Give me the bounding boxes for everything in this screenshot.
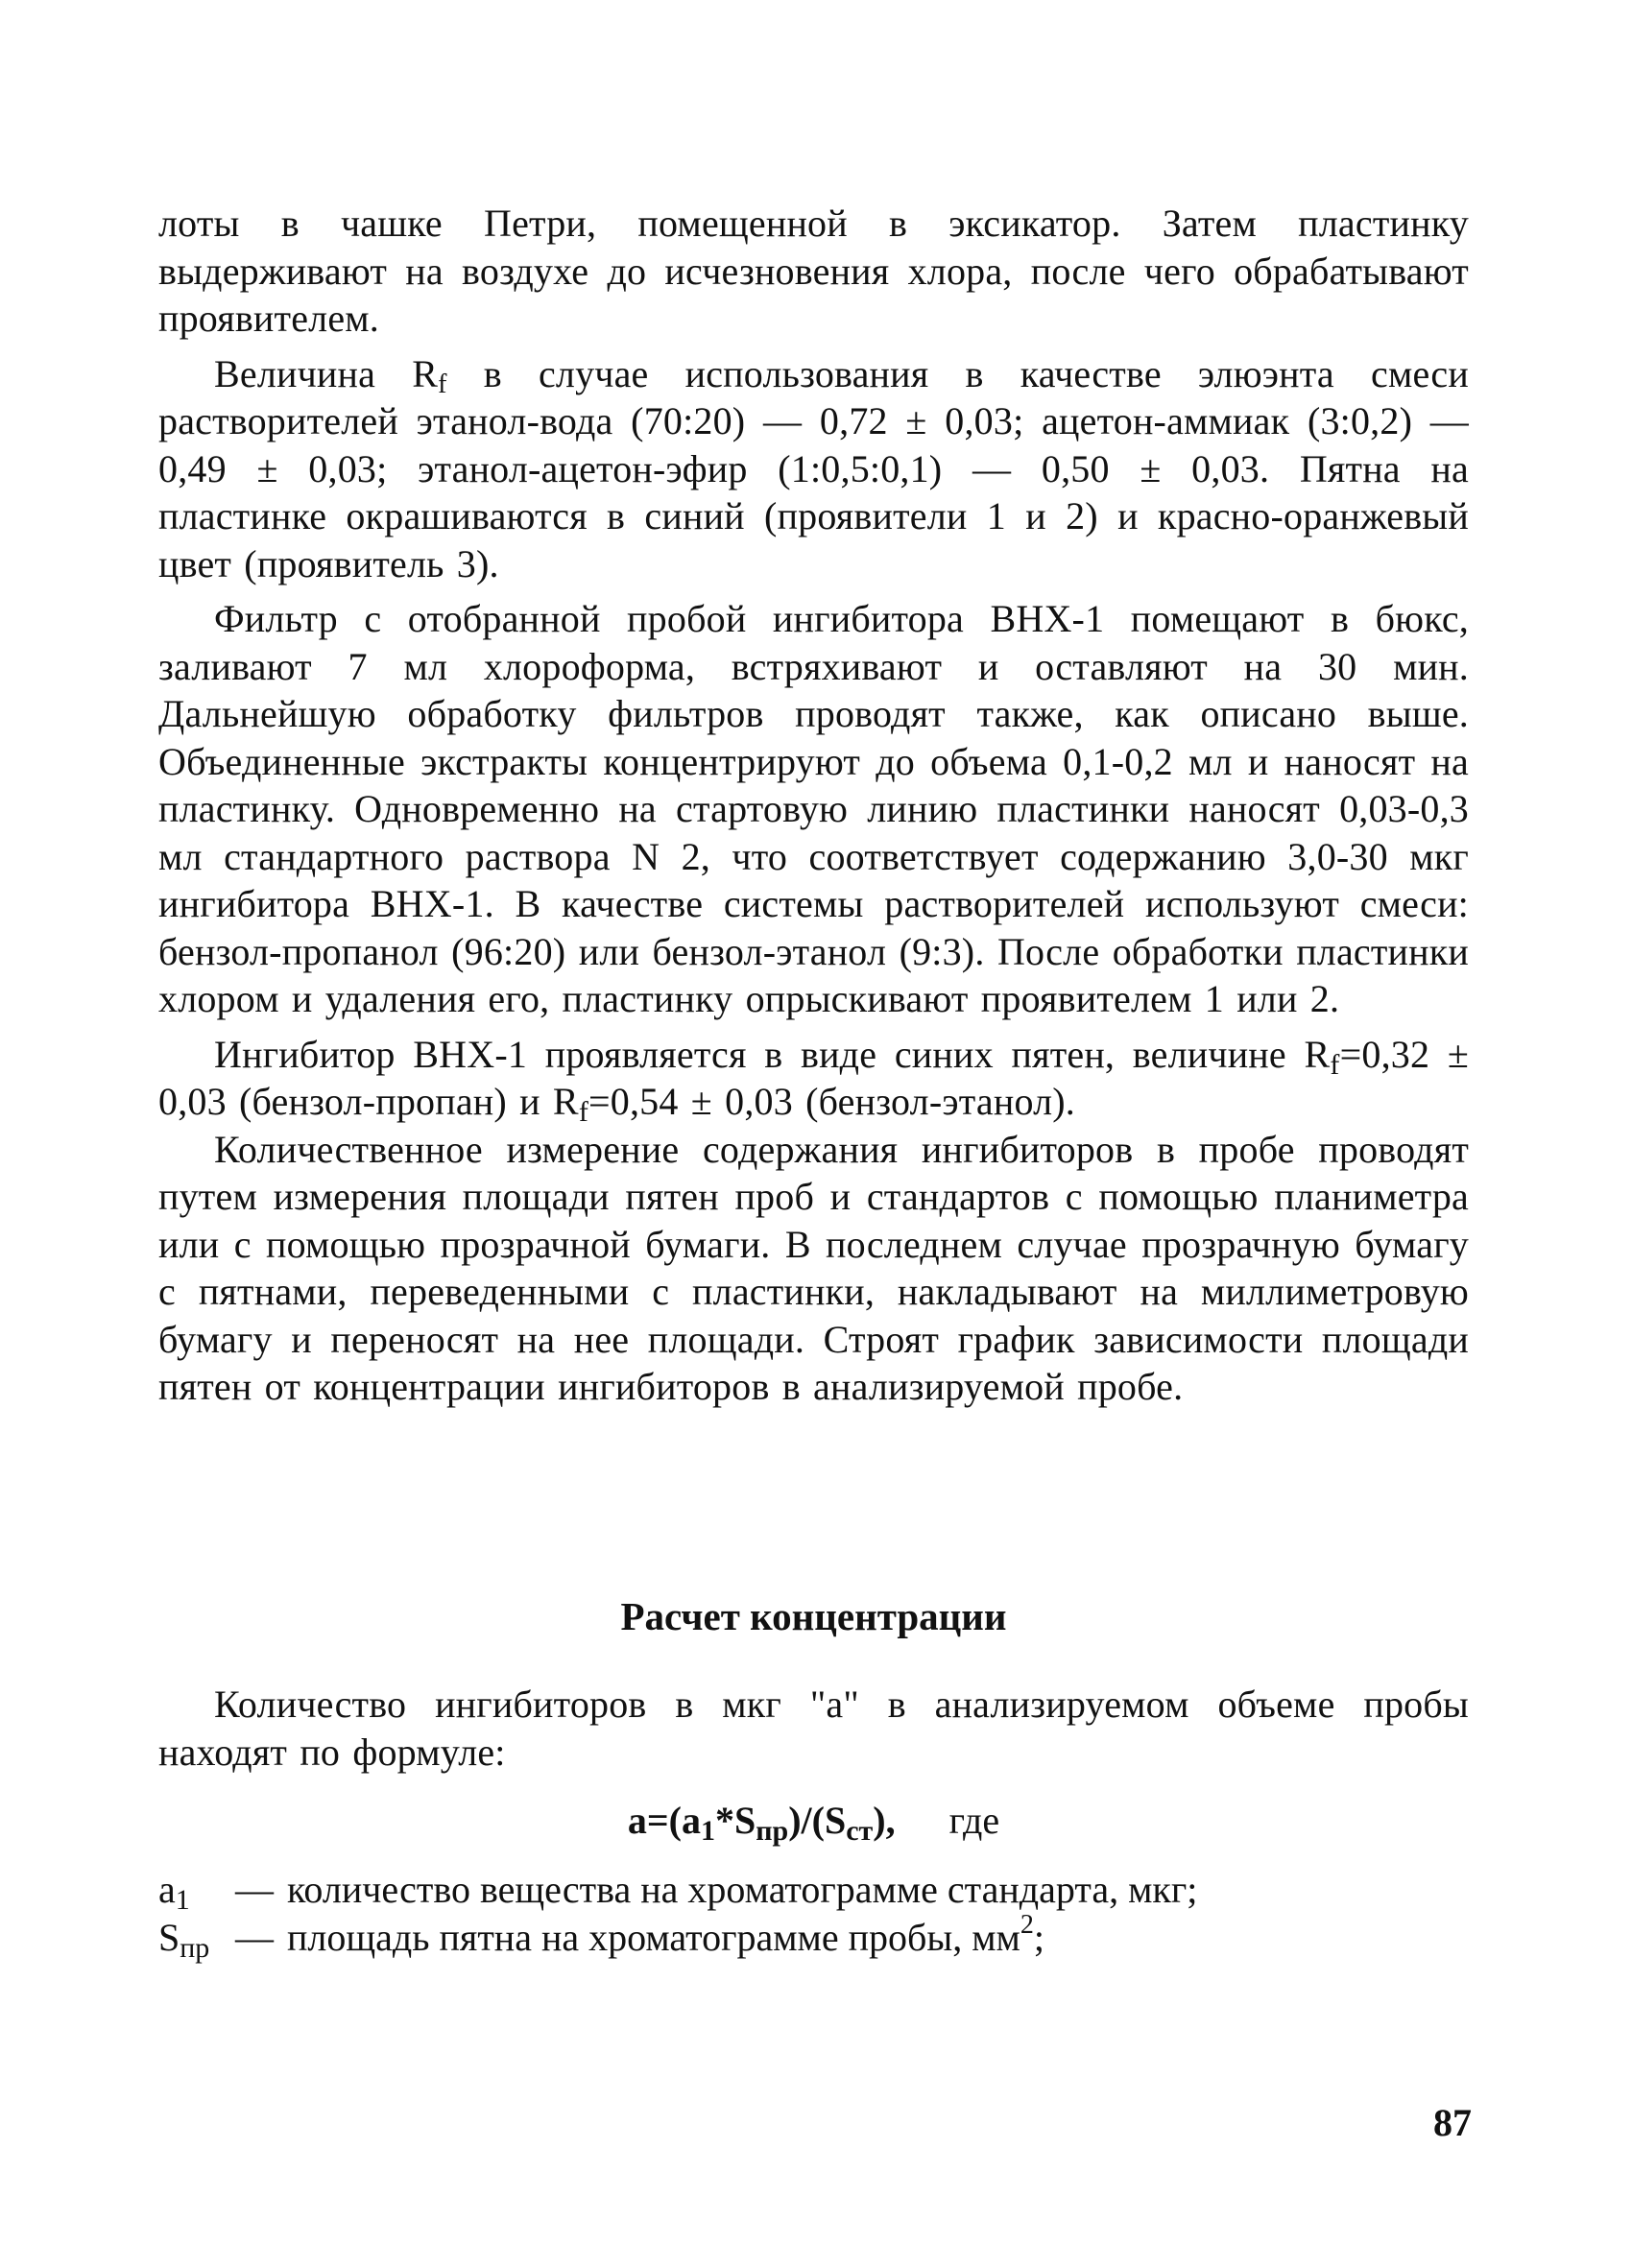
rf-symbol: Величина $R_f$ bbox=[214, 351, 447, 399]
definition-symbol: $а_1$ bbox=[158, 1868, 190, 1916]
paragraph-text: лоты в чашке Петри, помещенной в эксикатор. Затем пластинку выдерживают на воздухе до исчезновения хлора, после чего обрабатывают проявителем. bbox=[158, 202, 1469, 340]
definition-a1: $а_1$ — количество вещества на хроматограмме стандарта, мкг; bbox=[158, 1868, 1198, 1916]
paragraph-filter-procedure bbox=[158, 595, 1469, 1023]
definition-text: площадь пятна на хроматограмме пробы, мм bbox=[287, 1916, 1020, 1959]
formula-expression: $а=(а_1*S_{пр})/(S_{ст})$, bbox=[627, 1799, 896, 1847]
definitions-list bbox=[158, 1866, 1469, 1962]
page-body bbox=[158, 200, 1469, 1964]
paragraph-continuation bbox=[158, 200, 1469, 343]
definition-s-pr: $S_{пр}$ — площадь пятна на хроматограмме пробы, $мм^2$; bbox=[158, 1910, 1044, 1964]
paragraph-inhibitor-rf: Ингибитор ВНХ-1 проявляется в виде синих пятен, величине $R_f=0,32 \pm 0,03$ (бензол-пропан) и $R_f=0,54 \pm 0,03$ (бензол-этанол). bbox=[158, 1032, 1469, 1128]
paragraph-text: Фильтр с отобранной пробой ингибитора ВНХ-1 помещают в бюкс, заливают 7 мл хлороформа, встряхивают и оставляют на 30 мин. Дальнейшую обработку фильтров проводят также, как описано выше. Объединенные экстракты концентрируют до объема 0,1-0,2 мл и наносят на пластинку. Одновременно на стартовую линию пластинки наносят 0,03-0,3 мл стандартного раствора N 2, что соответствует содержанию 3,0-30 мкг ингибитора ВНХ-1. В качестве системы растворителей используют смеси: бензол-пропанол (96:20) или бензол-этанол (9:3). После обработки пластинки хлором и удаления его, пластинку опрыскивают проявителем 1 или 2. bbox=[158, 597, 1469, 1020]
formula-where: где bbox=[948, 1799, 1000, 1842]
paragraph-text: Количественное измерение содержания ингибиторов в пробе проводят путем измерения площади пятен проб и стандартов с помощью планиметра или с помощью прозрачной бумаги. В последнем случае прозрачную бумагу с пятнами, переведенными с пластинки, накладывают на миллиметровую бумагу и переносят на нее площади. Строят график зависимости площади пятен от концентрации ингибиторов в анализируемой пробе. bbox=[158, 1127, 1469, 1408]
paragraph-text: Количество ингибиторов в мкг "а" в анализируемом объеме пробы находят по формуле: bbox=[158, 1683, 1469, 1774]
page-number: 87 bbox=[1433, 2101, 1472, 2144]
paragraph-calculation-intro bbox=[158, 1681, 1469, 1776]
paragraph-text: в случае использования в качестве элюэнта смеси растворителей этанол-вода (70:20) — 0,72 ± 0,03; ацетон-аммиак (3:0,2) — 0,49 ± 0,03; этанол-ацетон-эфир (1:0,5:0,1) — 0,50 ± 0,03. Пятна на пластинке окрашиваются в синий (проявители 1 и 2) и красно-оранжевый цвет (проявитель 3). bbox=[158, 351, 1469, 585]
definition-symbol: $S_{пр}$ bbox=[158, 1916, 210, 1964]
calculation-section bbox=[158, 1681, 1469, 1962]
definition-text: количество вещества на хроматограмме стандарта, мкг; bbox=[287, 1868, 1198, 1911]
formula bbox=[158, 1797, 1469, 1845]
section-heading: Расчет концентрации bbox=[620, 1594, 1007, 1638]
paragraph-quantitative-measurement bbox=[158, 1126, 1469, 1411]
paragraph-rf-values bbox=[158, 350, 1469, 588]
